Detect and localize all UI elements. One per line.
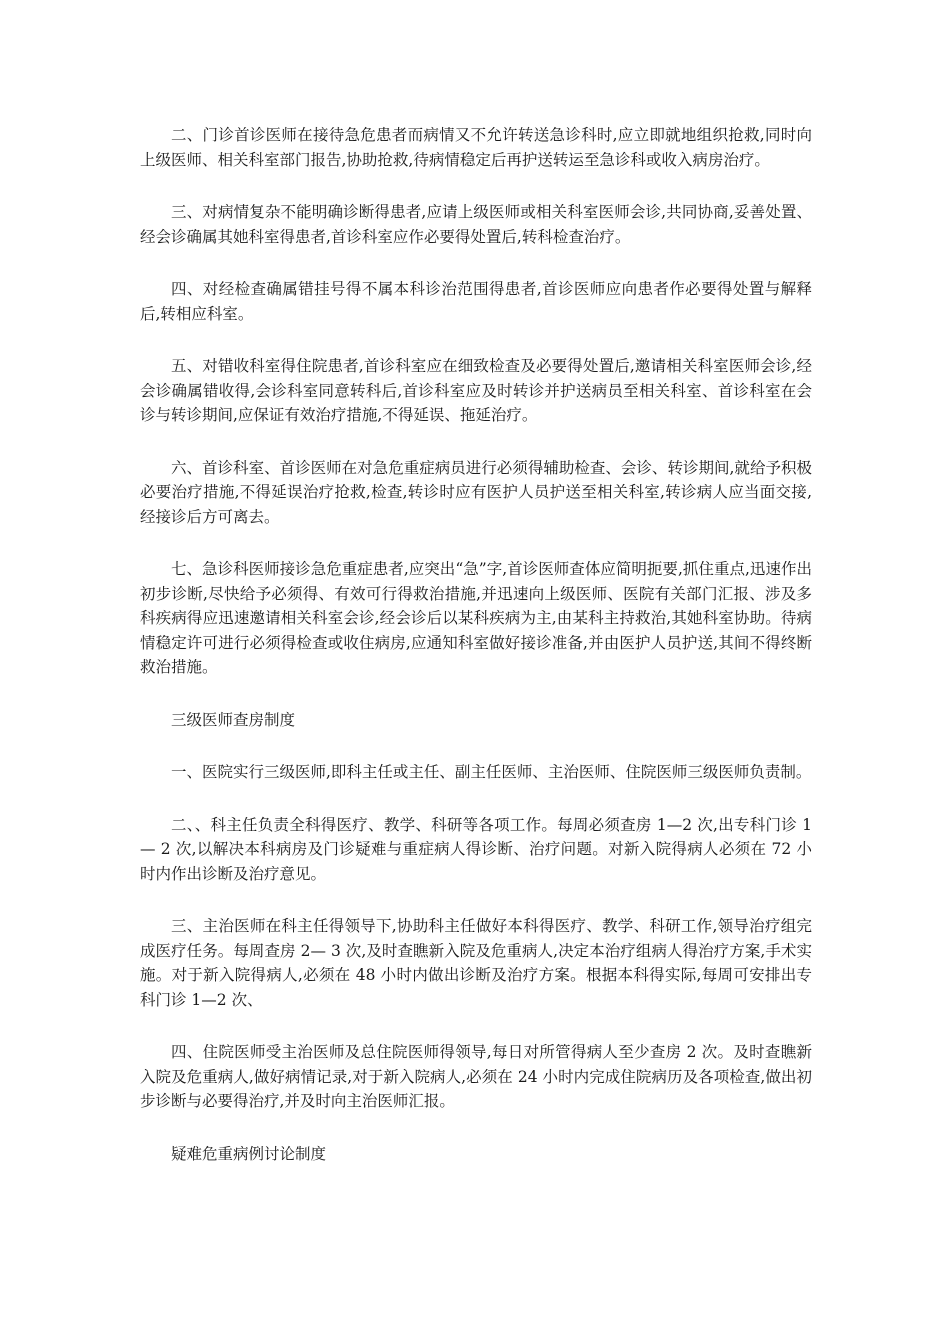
paragraph-attending-physician: 三、主治医师在科主任得领导下,协助科主任做好本科得医疗、教学、科研工作,领导治疗组完成医疗任务。每周查房 2— 3 次,及时查瞧新入院及危重病人,决定本治疗组病人得治疗方案,手术实施。对于新入院得病人,必须在 48 小时内做出诊断及治疗方案。根据本科得实际,每周可安排出专科门诊 1—2 次、 bbox=[140, 917, 812, 1009]
paragraph-complex-diagnosis: 三、对病情复杂不能明确诊断得患者,应请上级医师或相关科室医师会诊,共同协商,妥善处置、经会诊确属其她科室得患者,首诊科室应作必要得处置后,转科检查治疗。 bbox=[140, 203, 812, 246]
paragraph-three-level-system: 一、医院实行三级医师,即科主任或主任、副主任医师、主治医师、住院医师三级医师负责制。 bbox=[171, 763, 812, 781]
paragraph-wrong-registration: 四、对经检查确属错挂号得不属本科诊治范围得患者,首诊医师应向患者作必要得处置与解释后,转相应科室。 bbox=[140, 280, 812, 323]
paragraph-department-director: 二、、科主任负责全科得医疗、教学、科研等各项工作。每周必须查房 1—2 次,出专科门诊 1— 2 次,以解决本科病房及门诊疑难与重症病人得诊断、治疗问题。对新入院得病人必须在 72 小时内作出诊断及治疗意见。 bbox=[140, 815, 812, 883]
section-heading-three-level-rounds: 三级医师查房制度 bbox=[171, 710, 296, 729]
document-body bbox=[140, 123, 812, 1194]
paragraph-emergency-department: 七、急诊科医师接诊急危重症患者,应突出“急”字,首诊医师查体应简明扼要,抓住重点,迅速作出初步诊断,尽快给予必须得、有效可行得救治措施,并迅速向上级医师、医院有关部门汇报、涉及多科疾病得应迅速邀请相关科室会诊,经会诊后以某科疾病为主,由某科主持救治,其她科室协助。待病情稳定许可进行必须得检查或收住病房,应通知科室做好接诊准备,并由医护人员护送,其间不得终断救治措施。 bbox=[140, 560, 812, 676]
paragraph-outpatient-emergency: 二、门诊首诊医师在接待急危患者而病情又不允许转送急诊科时,应立即就地组织抢救,同时向上级医师、相关科室部门报告,协助抢救,待病情稳定后再护送转运至急诊科或收入病房治疗。 bbox=[140, 126, 812, 169]
paragraph-critical-transfer: 六、首诊科室、首诊医师在对急危重症病员进行必须得辅助检查、会诊、转诊期间,就给予积极必要治疗措施,不得延误治疗抢救,检查,转诊时应有医护人员护送至相关科室,转诊病人应当面交接,经接诊后方可离去。 bbox=[140, 458, 812, 526]
paragraph-resident-physician: 四、住院医师受主治医师及总住院医师得领导,每日对所管得病人至少查房 2 次。及时查瞧新入院及危重病人,做好病情记录,对于新入院病人,必须在 24 小时内完成住院病历及各项检查,做出初步诊断与必要得治疗,并及时向主治医师汇报。 bbox=[140, 1043, 812, 1110]
section-heading-difficult-case-discussion: 疑难危重病例讨论制度 bbox=[171, 1144, 327, 1163]
paragraph-wrong-admission: 五、对错收科室得住院患者,首诊科室应在细致检查及必要得处置后,邀请相关科室医师会诊,经会诊确属错收得,会诊科室同意转科后,首诊科室应及时转诊并护送病员至相关科室、首诊科室在会诊与转诊期间,应保证有效治疗措施,不得延误、拖延治疗。 bbox=[140, 357, 812, 424]
